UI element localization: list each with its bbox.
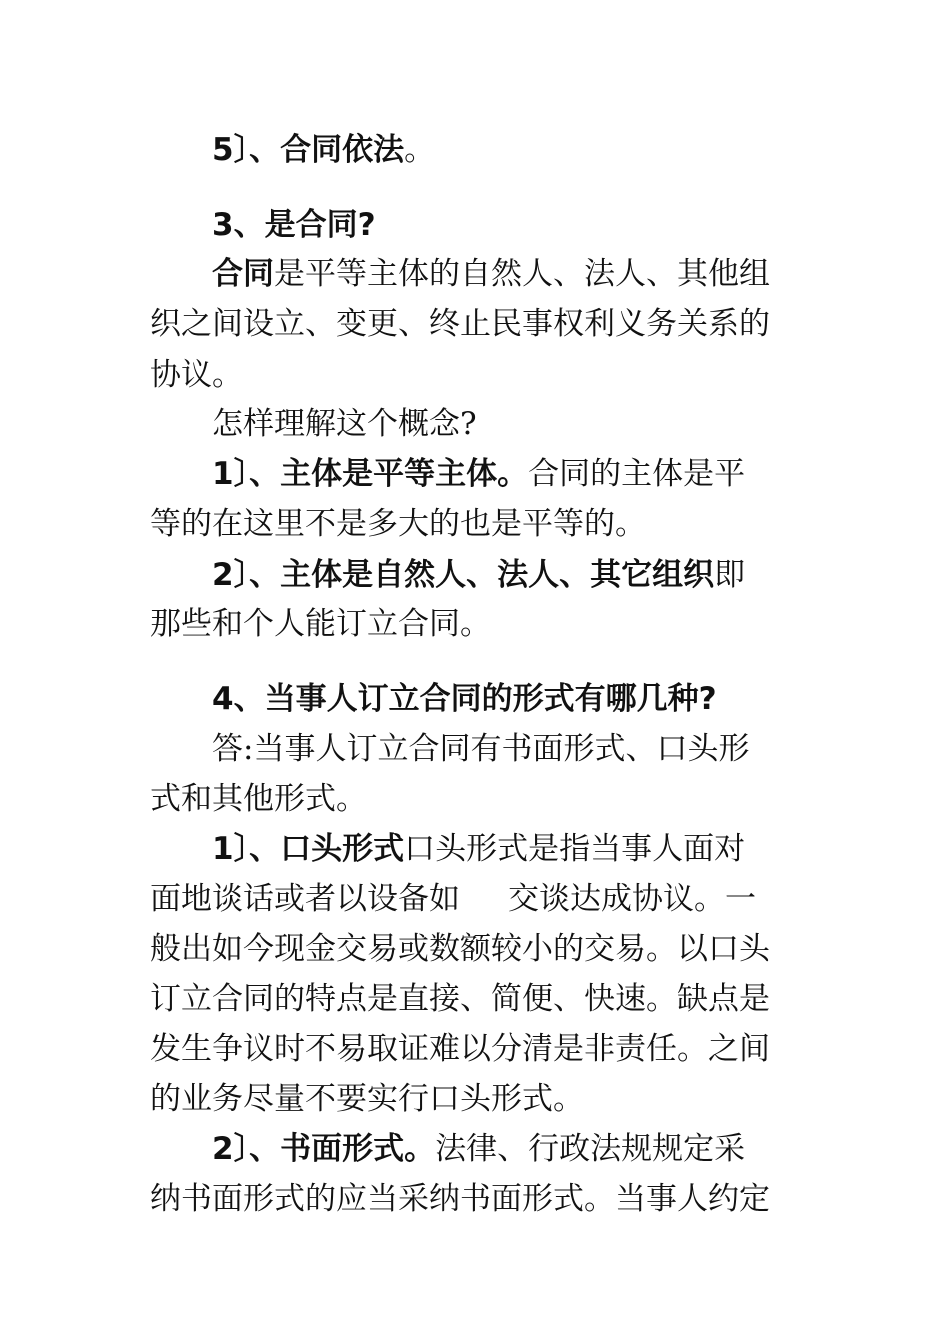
paragraph-line: 合同是平等主体的自然人、法人、其他组 <box>212 256 770 292</box>
section-4-heading: 4、当事人订立合同的形式有哪几种? <box>212 681 717 717</box>
section-3-heading: 3、是合同? <box>212 207 376 243</box>
paragraph-line: 式和其他形式。 <box>150 781 367 817</box>
paragraph-line: 面地谈话或者以设备如 交谈达成协议。一 <box>150 881 756 917</box>
paragraph-line: 织之间设立、变更、终止民事权利义务关系的 <box>150 306 770 342</box>
paragraph-line: 般出如今现金交易或数额较小的交易。以口头 <box>150 931 770 967</box>
item-5-heading: 5〕、合同依法。 <box>212 132 436 168</box>
paragraph-line: 等的在这里不是多大的也是平等的。 <box>150 506 646 542</box>
paragraph-line: 的业务尽量不要实行口头形式。 <box>150 1081 584 1117</box>
paragraph-line: 怎样理解这个概念? <box>212 406 477 442</box>
paragraph-line: 那些和个人能订立合同。 <box>150 606 491 642</box>
paragraph-line: 1〕、主体是平等主体。合同的主体是平 <box>212 456 746 492</box>
paragraph-line: 发生争议时不易取证难以分清是非责任。之间 <box>150 1031 770 1067</box>
paragraph-line: 2〕、主体是自然人、法人、其它组织即 <box>212 557 746 593</box>
paragraph-line: 协议。 <box>150 357 243 393</box>
paragraph-line: 2〕、书面形式。法律、行政法规规定采 <box>212 1131 746 1167</box>
paragraph-line: 订立合同的特点是直接、简便、快速。缺点是 <box>150 981 770 1017</box>
paragraph-line: 纳书面形式的应当采纳书面形式。当事人约定 <box>150 1181 770 1217</box>
paragraph-line: 答:当事人订立合同有书面形式、口头形 <box>212 731 750 767</box>
paragraph-line: 1〕、口头形式口头形式是指当事人面对 <box>212 831 746 867</box>
